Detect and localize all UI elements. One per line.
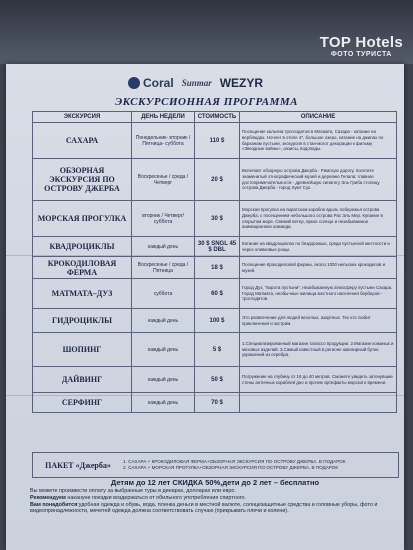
excursion-description: Это развлечение для людей веселых, азартных. Тех кто любит приключения и экстрим. <box>240 309 397 333</box>
excursion-days: каждый день <box>132 333 195 367</box>
table-row <box>33 333 397 367</box>
recommendation-text: накануне поездки воздержаться от обильного употребления спиртного. <box>65 494 247 501</box>
equipment-label: Вам понадобится <box>30 501 78 508</box>
excursion-description: Город Дуз, "ворота пустыни", незабываемую атмосферу пустыни Сахара. Город Матмата, необычные жилища местного населения берберов - троглодитов. <box>240 279 397 309</box>
paper-fold <box>6 255 404 256</box>
excursion-name: ДАЙВИНГ <box>33 367 132 393</box>
sunmar-logo: Sunmar <box>181 78 212 88</box>
excursion-name: ОБЗОРНАЯ ЭКСКУРСИЯ ПО ОСТРОВУ ДЖЕРБА <box>33 159 132 201</box>
recommendation-note <box>30 495 400 502</box>
page-title: ЭКСКУРСИОННАЯ ПРОГРАММА <box>115 96 298 108</box>
excursion-price: 18 $ <box>195 257 240 279</box>
excursion-price: 110 $ <box>195 123 240 159</box>
excursion-name: СЕРФИНГ <box>33 393 132 413</box>
table-row <box>33 367 397 393</box>
excursion-description: Морская прогулка на пиратском корабле вдоль побережья острова Джерба, с посещением небольшого острова Рас Эль Мер. Купание в открытом море. Свежий ветер, яркое солнце и незабываемое анимационное команда. <box>240 201 397 237</box>
footer-notes <box>30 478 400 515</box>
table-header-row <box>33 112 397 123</box>
coral-logo: Coral <box>128 74 174 92</box>
header-excursion: ЭКСКУРСИЯ <box>33 112 132 123</box>
table-row <box>33 201 397 237</box>
header-price: СТОИМОСТЬ <box>195 112 240 123</box>
table-row <box>33 237 397 257</box>
equipment-text: :удобная одежда и обувь, вода, пленка деньги в местной валюте, солнцезащитные средства и головные уборы, фото и видеопринадлежности, мечетей одежда должна соответствовать случаю (прикрывать плечи и колени). <box>30 501 378 515</box>
excursion-description: Включает обзорную острова Джерба - Римскую дорогу, посетите знаменитый этнографический музей и деревню Гелала: главное достопримечательности - древнейшую синагогу Эль Гриба столицу острова Джерба - город Хумт Сук. <box>240 159 397 201</box>
wezyr-logo: WEZYR <box>219 76 264 90</box>
table-row <box>33 123 397 159</box>
header-day: ДЕНЬ НЕДЕЛИ <box>132 112 195 123</box>
excursion-days: каждый день <box>132 237 195 257</box>
tophotels-watermark <box>320 34 403 58</box>
table-row <box>33 279 397 309</box>
excursion-days: суббота <box>132 279 195 309</box>
table-row <box>33 309 397 333</box>
recommendation-label: Рекомендуем <box>30 494 66 501</box>
payment-note: Вы можете произвести оплату за выбранные туры в динарах, долларах или евро. <box>30 488 236 494</box>
table-row <box>33 159 397 201</box>
package-label: ПАКЕТ «Джерба» <box>45 460 111 470</box>
excursion-price: 30 $ SNGL 45 $ DBL <box>195 237 240 257</box>
table-row <box>33 257 397 279</box>
excursion-price: 70 $ <box>195 393 240 413</box>
package-box <box>32 452 399 478</box>
header-description: ОПИСАНИЕ <box>240 112 397 123</box>
excursion-name: МАТМАТА–ДУЗ <box>33 279 132 309</box>
excursion-days: Воскресенье / среда / Пятница <box>132 257 195 279</box>
excursion-days: вторник / Четверг/ суббота <box>132 201 195 237</box>
excursion-name: САХАРА <box>33 123 132 159</box>
excursion-name: МОРСКАЯ ПРОГУЛКА <box>33 201 132 237</box>
watermark-sub: ФОТО ТУРИСТА <box>330 51 392 58</box>
excursion-price: 100 $ <box>195 309 240 333</box>
excursion-price: 20 $ <box>195 159 240 201</box>
excursion-days: Воскресенье / среда / Четверг <box>132 159 195 201</box>
package-item: 1. САХАРА + КРОКОДИЛОВАЯ ФЕРМА+ОБЗОРНАЯ ЭКСКУРСИЯ ПО ОСТРОВУ ДЖЕРБА. В ПОДАРОК <box>123 459 346 464</box>
excursion-days: каждый день <box>132 367 195 393</box>
excursion-description: Посещение Крокодиловой фермы, около 1000 нильских крокодилов и музей. <box>240 257 397 279</box>
excursion-days: каждый день <box>132 309 195 333</box>
equipment-note <box>30 502 400 516</box>
operator-logos <box>128 72 318 94</box>
excursion-description: Посещение кальяна троглодитов в Матмата, Сахара - катание на верблюдах. Ночлег в отеле 4*, большое озеро, катание на джипах по барханам пустыни, экскурсия в стан-могот декорации к фильму «Звездные войны», оазисы, водопады. <box>240 123 397 159</box>
package-item: 2. САХАРА + МОРСКАЯ ПРОГУЛКА+ОБЗОРНАЯ ЭКСКУРСИЯ ПО ОСТРОВУ ДЖЕРБА. В ПОДАРОК <box>123 465 338 470</box>
excursion-name: ГИДРОЦИКЛЫ <box>33 309 132 333</box>
excursion-name: ШОПИНГ <box>33 333 132 367</box>
excursion-description: 1.Специализированный магазин талассо продукции. 2.Магазин кожаных и меховых изделий. 3.Самый известный в регионе ювелирный бутик украшений из серебра. <box>240 333 397 367</box>
excursion-days: каждый день <box>132 393 195 413</box>
excursion-description: Погружение на глубину от 18 до 40 метров. Сможете увидеть затонувшие стены античных кораблей дно и прочие артефакты морского времени. <box>240 367 397 393</box>
coral-icon <box>128 77 140 89</box>
excursion-price: 30 $ <box>195 201 240 237</box>
watermark-brand: TOP Hotels <box>319 34 403 51</box>
excursion-description: Катание на квадроциклах по бездорожью, среди пустынной местности и через оливковые рощи. <box>240 237 397 257</box>
excursion-table <box>32 111 397 413</box>
excursion-price: 50 $ <box>195 367 240 393</box>
excursion-name: КВАДРОЦИКЛЫ <box>33 237 132 257</box>
excursion-price: 60 $ <box>195 279 240 309</box>
paper-fold <box>6 395 404 396</box>
package-items <box>123 459 345 471</box>
child-discount-headline: Детям до 12 лет СКИДКА 50%,дети до 2 лет – бесплатно <box>110 478 320 487</box>
excursion-price: 5 $ <box>195 333 240 367</box>
excursion-days: Понедельник- вторник / Пятница- суббота <box>132 123 195 159</box>
excursion-name: КРОКОДИЛОВАЯ ФЕРМА <box>33 257 132 279</box>
